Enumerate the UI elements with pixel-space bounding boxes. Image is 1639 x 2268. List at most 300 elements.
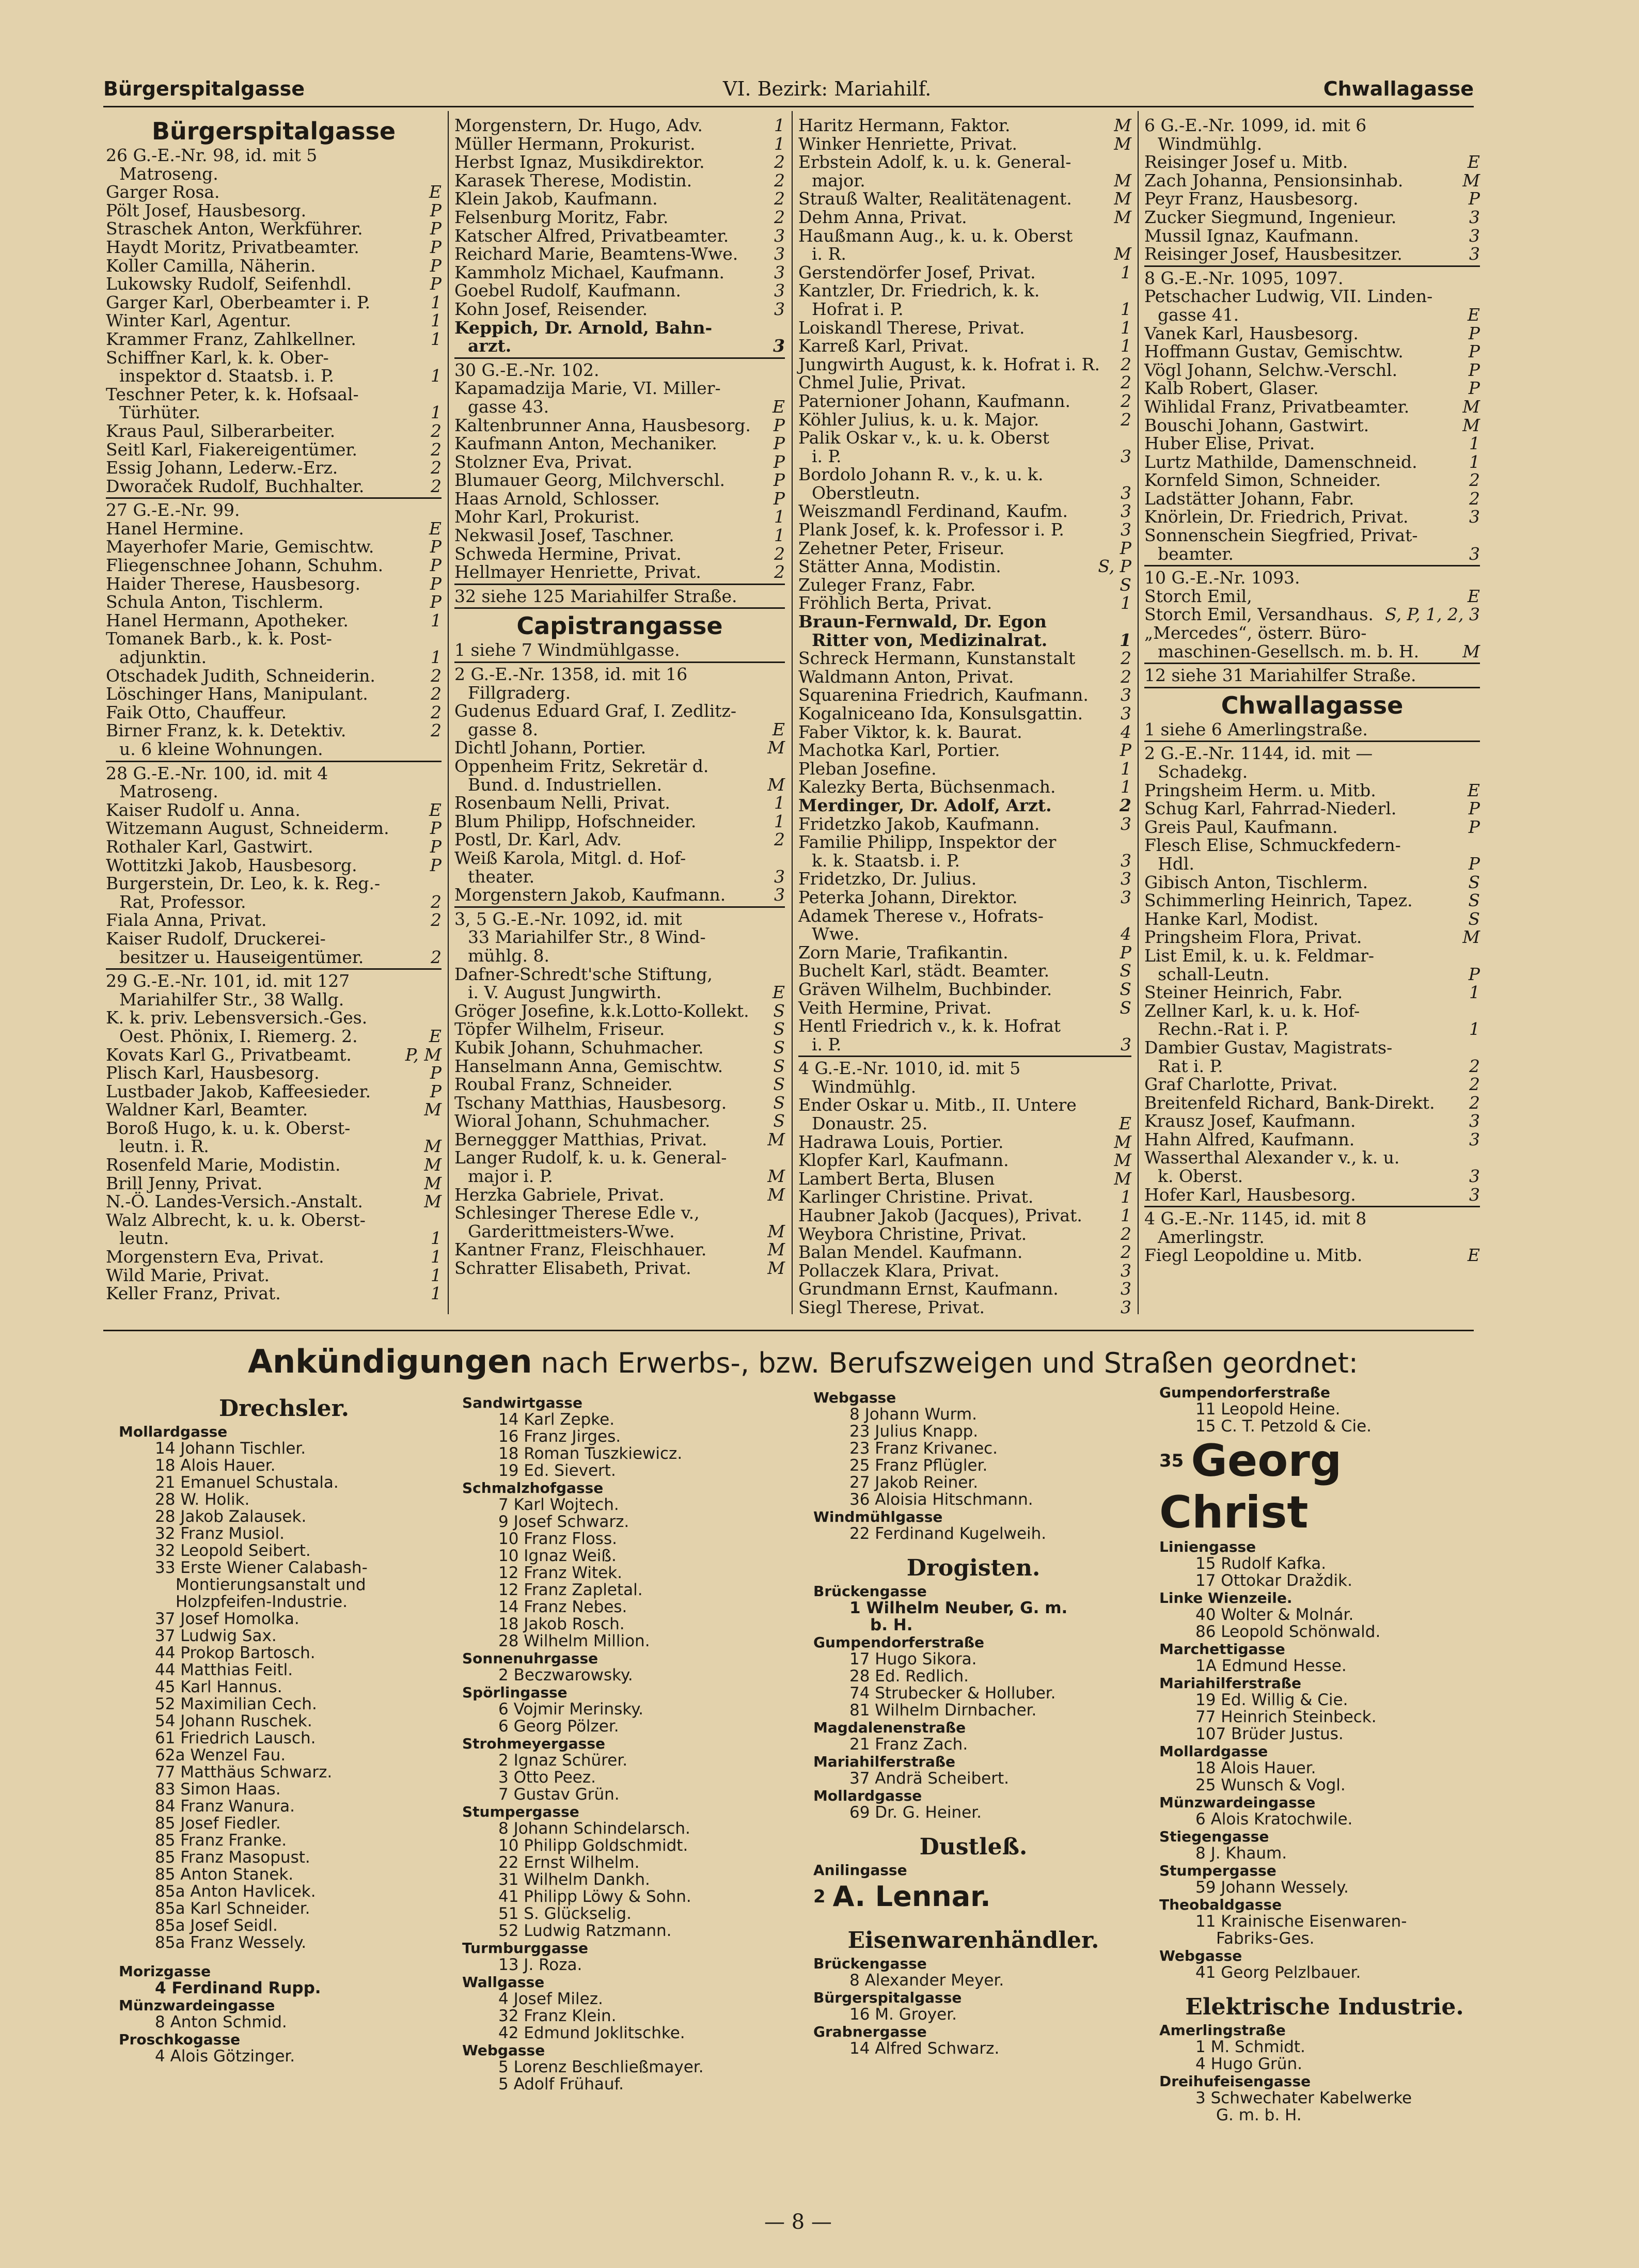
directory-entry <box>454 508 785 526</box>
directory-entry <box>798 1262 1131 1280</box>
directory-entry <box>454 720 785 739</box>
entry-text: Seitl Karl, Fiakereigentümer. <box>106 439 358 460</box>
directory-entry <box>106 593 442 611</box>
directory-entry <box>106 575 442 593</box>
entry-marker: P <box>1120 538 1131 558</box>
entry-marker: 1 <box>431 647 442 668</box>
directory-entry <box>798 1243 1131 1262</box>
directory-entry <box>1144 245 1480 263</box>
directory-entry <box>106 685 442 703</box>
entry-text: Tomanek Barb., k. k. Post- <box>106 628 332 649</box>
entry-text: Hofer Karl, Hausbesorg. <box>1144 1184 1356 1205</box>
entry-text: Machotka Karl, Portier. <box>798 740 1000 761</box>
directory-entry <box>106 740 442 759</box>
advertiser-name: A. Lennar. <box>832 1880 991 1913</box>
advertisement-entry: 85 Josef Fiedler. <box>155 1814 281 1833</box>
entry-marker: P <box>1468 323 1480 343</box>
directory-entry <box>1144 1228 1480 1247</box>
directory-entry <box>454 545 785 563</box>
advertisement-entry: 22 Ernst Wilhelm. <box>498 1853 640 1872</box>
directory-entry <box>106 990 442 1009</box>
street-name: Theobaldgasse <box>1159 1896 1282 1913</box>
entry-text: List Emil, k. u. k. Feldmar- <box>1144 945 1375 966</box>
entry-separator <box>1144 565 1480 566</box>
entry-text: Erbstein Adolf, k. u. k. General- <box>798 152 1071 172</box>
entry-marker: S <box>1120 979 1131 999</box>
entry-marker: 3 <box>1469 244 1480 264</box>
entry-separator <box>454 607 785 609</box>
entry-marker: P <box>1468 964 1480 984</box>
directory-entry <box>1144 1020 1480 1038</box>
entry-marker: P <box>430 537 442 557</box>
entry-text: Otschadek Judith, Schneiderin. <box>106 665 375 686</box>
directory-entry <box>106 1266 442 1285</box>
entry-text: Hofrat i. P. <box>812 298 904 319</box>
entry-text: Bouschi Johann, Gastwirt. <box>1144 415 1369 435</box>
entry-text: Dambier Gustav, Magistrats- <box>1144 1037 1393 1058</box>
directory-entry <box>106 349 442 367</box>
directory-entry <box>454 1167 785 1186</box>
entry-marker: 2 <box>1121 1242 1131 1263</box>
advertisement-entry: 18 Roman Tuszkiewicz. <box>498 1444 683 1463</box>
entry-text: Steiner Heinrich, Fabr. <box>1144 982 1343 1003</box>
entry-marker: M <box>1462 396 1480 417</box>
directory-entry <box>454 587 785 606</box>
street-name: Bürgerspitalgasse <box>813 1989 962 2006</box>
entry-marker: 3 <box>1469 207 1480 227</box>
entry-text: Jungwirth August, k. k. Hofrat i. R. <box>798 354 1100 374</box>
entry-marker: 1 <box>431 402 442 423</box>
entry-text: Kalb Robert, Glaser. <box>1144 378 1319 399</box>
entry-text: Flesch Elise, Schmuckfedern- <box>1144 835 1401 856</box>
entry-text: 2 G.-E.-Nr. 1144, id. mit — <box>1144 743 1373 764</box>
entry-text: k. k. Staatsb. i. P. <box>812 850 960 871</box>
advertisement-entry: 25 Franz Pflügler. <box>849 1456 988 1475</box>
directory-entry <box>454 684 785 702</box>
directory-entry <box>798 208 1131 227</box>
house-number: 2 <box>813 1886 826 1907</box>
entry-marker: 3 <box>1121 1034 1131 1054</box>
directory-entry <box>454 135 785 153</box>
entry-marker: 3 <box>1469 1184 1480 1205</box>
entry-text: Löschinger Hans, Manipulant. <box>106 684 368 704</box>
entry-text: Oest. Phönix, I. Riemerg. 2. <box>119 1026 358 1046</box>
street-name: Webgasse <box>1159 1947 1242 1964</box>
entry-text: Oberstleutn. <box>812 482 921 503</box>
directory-entry <box>106 611 442 630</box>
directory-entry <box>798 888 1131 907</box>
directory-entry <box>1144 605 1480 624</box>
entry-text: Blumauer Georg, Milchverschl. <box>454 470 726 491</box>
directory-column-4 <box>1144 116 1480 1265</box>
advertisement-entry: 16 M. Groyer. <box>849 2005 957 2024</box>
entry-marker: M <box>1462 927 1480 948</box>
directory-entry <box>1144 1130 1480 1149</box>
advertisement-entry: 17 Hugo Sikora. <box>849 1650 977 1668</box>
entry-marker: 3 <box>1469 1129 1480 1149</box>
advertisement-entry: 18 Jakob Rosch. <box>498 1615 625 1633</box>
entry-marker: 1 <box>431 1283 442 1304</box>
street-heading: Bürgerspitalgasse <box>151 117 396 145</box>
display-advertisement <box>1159 1435 1490 1538</box>
directory-entry <box>106 1174 442 1193</box>
entry-marker: M <box>1114 170 1131 191</box>
entry-marker: E <box>772 396 785 417</box>
directory-entry <box>454 490 785 508</box>
street-name: Proschkogasse <box>119 2031 241 2048</box>
entry-marker: 1 <box>1120 629 1131 650</box>
entry-text: Koller Camilla, Näherin. <box>106 255 316 276</box>
entry-text: Hanselmann Anna, Gemischtw. <box>454 1056 723 1076</box>
directory-entry <box>798 1133 1131 1152</box>
entry-text: 10 G.-E.-Nr. 1093. <box>1144 568 1300 588</box>
entry-marker: E <box>772 719 785 739</box>
advertisement-entry: 74 Strubecker & Holluber. <box>849 1684 1056 1703</box>
directory-entry <box>106 1027 442 1046</box>
entry-marker: 3 <box>773 336 785 356</box>
entry-text: Kovats Karl G., Privatbeamt. <box>106 1044 352 1065</box>
category-heading: Elektrische Industrie. <box>1185 1994 1464 2020</box>
directory-entry <box>1144 965 1480 984</box>
entry-marker: P <box>430 573 442 594</box>
entry-marker: 1 <box>431 310 442 331</box>
entry-text: Fridetzko Jakob, Kaufmann. <box>798 813 1040 834</box>
directory-entry <box>798 778 1131 796</box>
entry-text: Kraus Paul, Silberarbeiter. <box>106 420 336 441</box>
entry-marker: S <box>1468 890 1480 911</box>
advertisement-entry: Montierungsanstalt und <box>176 1576 366 1594</box>
entry-text: Reichard Marie, Beamtens-Wwe. <box>454 244 738 264</box>
entry-text: „Mercedes“, österr. Büro- <box>1144 623 1367 643</box>
entry-marker: 2 <box>431 420 442 441</box>
entry-marker: S, P <box>1098 556 1131 577</box>
spacer <box>813 1821 1133 1833</box>
entry-marker: M <box>1114 1150 1131 1171</box>
directory-entry <box>106 819 442 838</box>
entry-marker: M <box>767 1129 785 1149</box>
advertisements-title-rest: nach Erwerbs-, bzw. Berufszweigen und Straßen geordnet: <box>541 1347 1358 1379</box>
directory-entry <box>798 484 1131 502</box>
advertisement-entry: 28 W. Holik. <box>155 1490 250 1509</box>
directory-entry <box>106 1046 442 1064</box>
advertisement-entry: Holzpfeifen-Industrie. <box>176 1593 348 1611</box>
entry-marker: P <box>773 488 785 509</box>
directory-entry <box>1144 171 1480 190</box>
directory-entry <box>106 1119 442 1138</box>
advertisement-entry: 14 Alfred Schwarz. <box>849 2039 1000 2058</box>
directory-entry <box>1144 1148 1480 1167</box>
directory-entry <box>454 416 785 435</box>
directory-entry <box>1144 928 1480 947</box>
entry-marker: E <box>1467 152 1480 172</box>
directory-entry <box>106 1192 442 1211</box>
advertisement-entry: 12 Franz Witek. <box>498 1564 623 1582</box>
directory-entry <box>106 165 442 183</box>
directory-entry <box>798 429 1131 447</box>
advertisement-entry: 54 Johann Ruschek. <box>155 1712 312 1730</box>
directory-entry <box>1144 153 1480 171</box>
directory-entry <box>454 1038 785 1057</box>
entry-marker: S <box>1120 997 1131 1018</box>
entry-marker: 3 <box>1469 543 1480 564</box>
directory-entry <box>454 1020 785 1038</box>
entry-text: Weiszmandl Ferdinand, Kaufm. <box>798 501 1068 522</box>
entry-text: Rosenbaum Nelli, Privat. <box>454 793 670 813</box>
entry-text: Rosenfeld Marie, Modistin. <box>106 1155 341 1175</box>
directory-entry <box>1144 587 1480 606</box>
entry-marker: 1 <box>774 811 785 831</box>
entry-text: Paternioner Johann, Kaufmann. <box>798 390 1070 411</box>
entry-text: Windmühlg. <box>1158 133 1263 154</box>
entry-text: Huber Elise, Privat. <box>1144 433 1315 454</box>
directory-entry <box>798 319 1131 337</box>
entry-text: Pringsheim Herm. u. Mitb. <box>1144 780 1376 800</box>
entry-marker: M <box>424 1155 442 1175</box>
entry-marker: 1 <box>1121 317 1131 338</box>
entry-text: Winker Henriette, Privat. <box>798 133 1017 154</box>
directory-entry <box>454 812 785 831</box>
entry-text: Matroseng. <box>119 163 218 184</box>
street-name: Wallgasse <box>462 1974 545 1991</box>
directory-entry <box>106 1009 442 1027</box>
entry-marker: 2 <box>774 543 785 564</box>
directory-entry <box>454 738 785 757</box>
directory-entry <box>106 703 442 722</box>
entry-marker: P <box>1468 341 1480 362</box>
entry-text: Rat i. P. <box>1158 1056 1223 1076</box>
entry-text: Bordolo Johann R. v., k. u. k. <box>798 464 1044 485</box>
entry-marker: M <box>1462 415 1480 435</box>
directory-entry <box>798 815 1131 833</box>
advertisement-entry: 12 Franz Zapletal. <box>498 1581 643 1599</box>
advertisement-entry: 10 Ignaz Weiß. <box>498 1547 617 1565</box>
entry-text: Mayerhofer Marie, Gemischtw. <box>106 537 374 557</box>
directory-entry <box>454 116 785 135</box>
entry-marker: S <box>773 1074 785 1095</box>
entry-marker: M <box>1114 244 1131 264</box>
directory-entry <box>798 723 1131 742</box>
entry-marker: 3 <box>1469 225 1480 246</box>
advertisement-entry: 28 Ed. Redlich. <box>849 1667 969 1686</box>
directory-entry <box>798 373 1131 392</box>
entry-text: Morgenstern Jakob, Kaufmann. <box>454 885 726 905</box>
entry-text: Zucker Siegmund, Ingenieur. <box>1144 207 1397 227</box>
directory-entry <box>1144 416 1480 435</box>
ad-column-2 <box>462 1394 793 2093</box>
entry-marker: 1 <box>1121 758 1131 779</box>
entry-text: Dichtl Johann, Portier. <box>454 737 647 758</box>
entry-text: Gröger Josefine, k.k.Lotto-Kollekt. <box>454 1000 749 1021</box>
entry-marker: 3 <box>1121 813 1131 834</box>
entry-text: Dafner-Schredt'sche Stiftung, <box>454 964 713 984</box>
advertisement-entry: 44 Prokop Bartosch. <box>155 1644 316 1662</box>
entry-text: Stolzner Eva, Privat. <box>454 451 633 472</box>
entry-marker: M <box>424 1099 442 1120</box>
entry-marker: M <box>767 1239 785 1260</box>
entry-text: Gudenus Eduard Graf, I. Zedlitz- <box>454 701 737 721</box>
entry-text: Ender Oskar u. Mitb., II. Untere <box>798 1095 1077 1115</box>
ad-column-4 <box>1159 1384 1490 2124</box>
directory-entry <box>798 1059 1131 1078</box>
entry-text: 1 siehe 7 Windmühlgasse. <box>454 640 680 660</box>
entry-text: Ritter von, Medizinalrat. <box>812 629 1048 650</box>
entry-text: Keppich, Dr. Arnold, Bahn- <box>454 317 713 338</box>
entry-text: Hadrawa Louis, Portier. <box>798 1131 1004 1152</box>
advertisement-entry: 2 Beczwarowsky. <box>498 1666 633 1684</box>
advertisement-entry: 14 Franz Nebes. <box>498 1598 627 1616</box>
directory-entry <box>1144 379 1480 398</box>
entry-text: Haubner Jakob (Jacques), Privat. <box>798 1205 1082 1226</box>
directory-entry <box>454 1259 785 1278</box>
directory-entry <box>1144 1186 1480 1204</box>
entry-text: Strauß Walter, Realitätenagent. <box>798 188 1072 209</box>
directory-entry <box>798 392 1131 411</box>
directory-entry <box>798 668 1131 686</box>
street-name: Münzwardeingasse <box>1159 1794 1316 1811</box>
spacer <box>119 1951 449 1963</box>
entry-text: gasse 43. <box>468 396 549 417</box>
street-name: Gumpendorferstraße <box>1159 1384 1331 1401</box>
entry-text: Veith Hermine, Privat. <box>798 997 992 1018</box>
entry-text: Morgenstern, Dr. Hugo, Adv. <box>454 115 703 135</box>
entry-text: Zorn Marie, Trafikantin. <box>798 942 1008 963</box>
directory-entry <box>1144 1112 1480 1130</box>
directory-column-3 <box>798 116 1131 1317</box>
entry-marker: 2 <box>431 458 442 478</box>
advertisement-entry: 42 Edmund Joklitschke. <box>498 2024 685 2042</box>
entry-text: Kalezky Berta, Büchsenmach. <box>798 777 1056 797</box>
entry-marker: 2 <box>431 910 442 931</box>
entry-marker: M <box>1114 115 1131 135</box>
street-name: Mariahilferstraße <box>813 1753 956 1770</box>
entry-marker: 3 <box>1121 1279 1131 1299</box>
directory-entry <box>106 519 442 538</box>
advertisement-entry: 32 Franz Klein. <box>498 2007 617 2025</box>
entry-marker: 3 <box>1121 519 1131 540</box>
entry-text: Plisch Karl, Hausbesorg. <box>106 1063 320 1083</box>
entry-text: k. Oberst. <box>1158 1166 1243 1187</box>
directory-entry <box>1144 116 1480 135</box>
entry-marker: 3 <box>774 280 785 301</box>
entry-marker: S <box>1468 908 1480 929</box>
entry-text: Teschner Peter, k. k. Hofsaal- <box>106 384 359 404</box>
entry-text: Hentl Friedrich v., k. k. Hofrat <box>798 1016 1061 1036</box>
entry-text: Oppenheim Fritz, Sekretär d. <box>454 756 709 776</box>
advertisement-entry: 3 Otto Peez. <box>498 1768 596 1787</box>
entry-text: Haritz Hermann, Faktor. <box>798 115 1011 135</box>
advertisement-entry: 52 Maximilian Cech. <box>155 1695 317 1713</box>
entry-marker: 1 <box>431 292 442 312</box>
directory-entry <box>798 447 1131 466</box>
advertisement-entry: 2 Ignaz Schürer. <box>498 1751 628 1770</box>
advertisement-entry: 69 Dr. G. Heiner. <box>849 1803 982 1822</box>
entry-marker: M <box>1114 133 1131 154</box>
entry-text: Birner Franz, k. k. Detektiv. <box>106 720 346 741</box>
advertisement-entry: 84 Franz Wanura. <box>155 1797 295 1816</box>
entry-text: major i. P. <box>468 1166 553 1187</box>
section-rule <box>103 1330 1474 1331</box>
directory-entry <box>798 907 1131 925</box>
entry-marker: 1 <box>1121 777 1131 797</box>
directory-entry <box>106 219 442 238</box>
street-name: Mollardgasse <box>119 1423 228 1440</box>
entry-separator <box>1144 1206 1480 1207</box>
entry-text: Schadekg. <box>1158 762 1248 782</box>
directory-entry <box>454 434 785 453</box>
house-number: 35 <box>1159 1451 1184 1471</box>
entry-marker: P <box>1468 816 1480 837</box>
advertisement-entry: G. m. b. H. <box>1216 2106 1302 2124</box>
entry-text: Squarenina Friedrich, Kaufmann. <box>798 685 1089 705</box>
entry-text: Hellmayer Henriette, Privat. <box>454 562 701 582</box>
entry-text: Chmel Julie, Privat. <box>798 372 967 393</box>
entry-text: Burgerstein, Dr. Leo, k. k. Reg.- <box>106 873 381 894</box>
entry-text: Fridetzko, Dr. Julius. <box>798 869 977 889</box>
entry-marker: P <box>773 470 785 491</box>
directory-entry <box>798 502 1131 521</box>
entry-text: Herzka Gabriele, Privat. <box>454 1184 665 1205</box>
entry-text: Peyr Franz, Hausbesorg. <box>1144 188 1359 209</box>
entry-marker: 1 <box>1121 1187 1131 1207</box>
entry-marker: 3 <box>1121 501 1131 522</box>
entry-text: Kaltenbrunner Anna, Hausbesorg. <box>454 415 751 435</box>
entry-text: inspektor d. Staatsb. i. P. <box>119 366 334 386</box>
advertisement-entry: 28 Wilhelm Million. <box>498 1632 650 1650</box>
directory-entry <box>1144 227 1480 245</box>
advertisement-entry: 37 Andrä Scheibert. <box>849 1769 1009 1788</box>
advertisement-entry: 41 Philipp Löwy & Sohn. <box>498 1887 691 1906</box>
entry-text: Felsenburg Moritz, Fabr. <box>454 207 669 227</box>
directory-entry <box>106 629 442 648</box>
entry-text: Schratter Elisabeth, Privat. <box>454 1258 691 1279</box>
entry-marker: 3 <box>1121 1260 1131 1281</box>
ad-column-3 <box>813 1389 1133 2057</box>
entry-text: Boroß Hugo, k. u. k. Oberst- <box>106 1117 351 1138</box>
directory-entry <box>1144 781 1480 800</box>
advertisement-entry: 85 Franz Franke. <box>155 1831 287 1850</box>
entry-marker: 2 <box>774 829 785 850</box>
advertisement-entry: 81 Wilhelm Dirnbacher. <box>849 1701 1037 1720</box>
directory-entry <box>454 1186 785 1204</box>
entry-separator <box>1144 687 1480 688</box>
entry-text: Weybora Christine, Privat. <box>798 1223 1027 1244</box>
street-name: Morizgasse <box>119 1963 211 1980</box>
entry-marker: M <box>1114 188 1131 209</box>
entry-marker: 3 <box>1469 507 1480 527</box>
street-name: Amerlingstraße <box>1159 2022 1286 2039</box>
directory-entry <box>454 910 785 928</box>
advertisement-entry: 4 Josef Milez. <box>498 1990 603 2008</box>
entry-marker: 2 <box>774 170 785 191</box>
directory-entry <box>106 667 442 685</box>
entry-marker: 1 <box>1469 982 1480 1003</box>
directory-entry <box>454 983 785 1002</box>
street-name: Webgasse <box>462 2042 545 2059</box>
directory-entry <box>106 856 442 875</box>
entry-text: Fröhlich Berta, Privat. <box>798 593 992 613</box>
advertisement-entry: 52 Ludwig Ratzmann. <box>498 1922 672 1940</box>
directory-entry <box>1144 836 1480 855</box>
entry-text: Mohr Karl, Prokurist. <box>454 507 640 527</box>
entry-text: Vanek Karl, Hausbesorg. <box>1144 323 1359 343</box>
directory-entry <box>798 227 1131 245</box>
directory-entry <box>106 1064 442 1082</box>
directory-entry <box>1144 983 1480 1002</box>
directory-entry <box>798 796 1131 815</box>
directory-entry <box>454 776 785 794</box>
advertisement-entry: 16 Franz Jirges. <box>498 1427 621 1446</box>
directory-entry <box>106 556 442 575</box>
